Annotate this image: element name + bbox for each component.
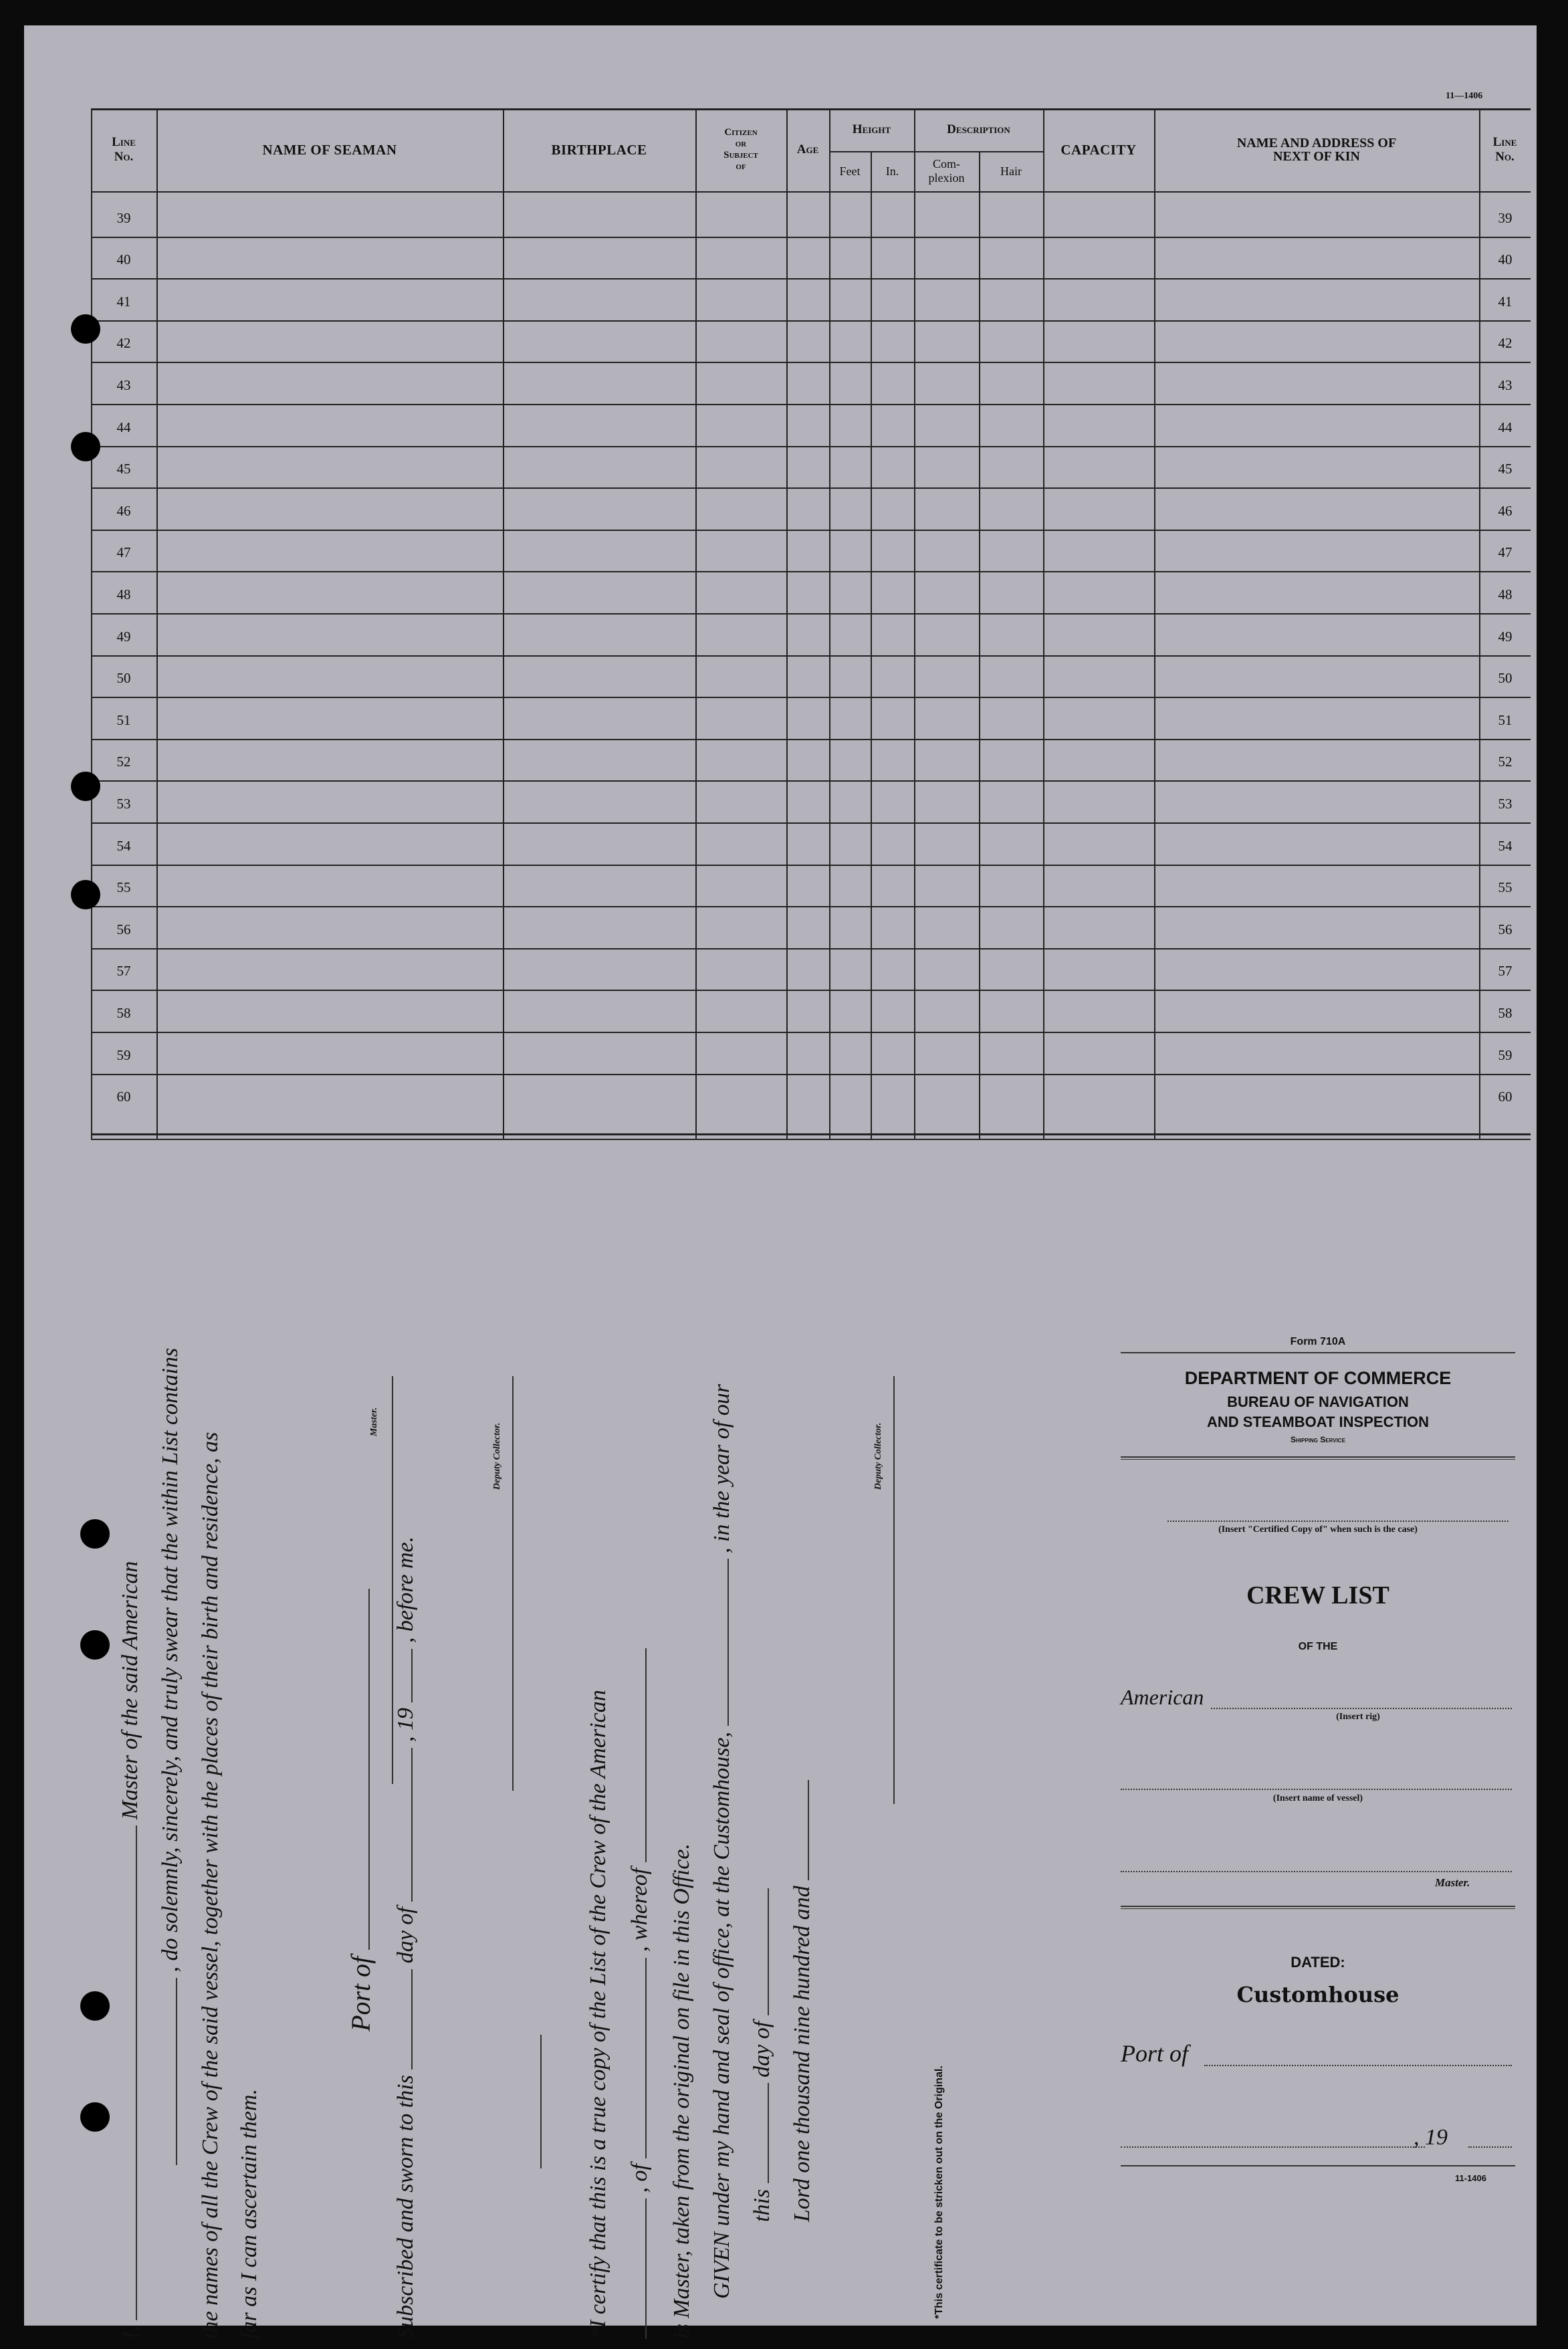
line-number-right: 39 xyxy=(1498,209,1513,226)
line-number-left: 44 xyxy=(116,419,131,435)
line-number-left: 59 xyxy=(116,1046,131,1063)
col-rule-birthplace xyxy=(503,108,504,1139)
lord-year-field[interactable] xyxy=(792,1780,809,1880)
this-day-field[interactable] xyxy=(752,2083,769,2183)
line-number-right: 59 xyxy=(1498,1046,1513,1063)
line-number-left: 49 xyxy=(116,628,131,645)
line-number-left: 40 xyxy=(116,251,131,268)
row-rule xyxy=(91,278,1531,279)
row-rule xyxy=(91,655,1531,657)
row-rule xyxy=(91,780,1531,782)
line-number-right: 60 xyxy=(1498,1089,1513,1105)
certify-whereof: , whereof xyxy=(627,1868,652,1952)
line-number-left: 51 xyxy=(116,711,131,728)
panel-rule-5 xyxy=(1121,1908,1515,1909)
of-the: OF THE xyxy=(1298,1641,1338,1652)
line-number-left: 60 xyxy=(116,1089,131,1105)
back-panel xyxy=(1121,1336,1515,2192)
line-number-right: 53 xyxy=(1498,796,1513,812)
oath-line-3: the names of all the Crew of the said vessel, together with the places of their birth and residence, as xyxy=(198,1432,223,2339)
oath-block xyxy=(104,1347,1054,2346)
department-title: DEPARTMENT OF COMMERCE xyxy=(1184,1368,1452,1388)
subscribed-day-of: day of xyxy=(393,1907,418,1964)
header-citizen xyxy=(695,108,786,191)
col-rule-age xyxy=(786,108,788,1139)
panel-port-of-field[interactable] xyxy=(1204,2065,1512,2066)
line-number-right: 52 xyxy=(1498,754,1513,770)
line-number-left: 57 xyxy=(116,963,131,980)
master-taken-line: is Master, taken from the original on file in this Office. xyxy=(669,1843,694,2339)
line-number-left: 54 xyxy=(116,837,131,854)
line-number-left: 46 xyxy=(116,502,131,519)
separator-line xyxy=(540,2035,542,2168)
col-rule-line xyxy=(91,108,92,1139)
given-line xyxy=(709,1384,735,2299)
line-number-right: 48 xyxy=(1498,586,1513,602)
line-number-left: 43 xyxy=(116,377,131,393)
vessel-name-panel-field[interactable] xyxy=(1121,1789,1512,1790)
line-number-right: 54 xyxy=(1498,837,1513,854)
this-day-line xyxy=(750,1888,775,2222)
footnote: *This certificate to be stricken out on the Original. xyxy=(933,2065,945,2319)
header-birthplace: BIRTHPLACE xyxy=(551,141,647,158)
header-description: Description xyxy=(947,122,1010,137)
line-number-right: 50 xyxy=(1498,670,1513,687)
line-number-right: 43 xyxy=(1498,377,1513,393)
header-next-of-kin-2: NEXT OF KIN xyxy=(1272,149,1361,164)
punch-hole xyxy=(71,772,100,801)
row-rule xyxy=(91,865,1531,866)
line-number-left: 39 xyxy=(116,209,131,226)
header-line-no-right-2: No. xyxy=(1495,150,1515,164)
panel-year-field[interactable] xyxy=(1468,2146,1512,2148)
punch-hole xyxy=(71,432,100,461)
lord-text: Lord one thousand nine hundred and xyxy=(790,1886,814,2222)
punch-hole xyxy=(80,1991,110,2021)
shipping-service: Shipping Service xyxy=(1291,1435,1345,1444)
row-rule xyxy=(91,906,1531,907)
given-year: , in the year of our xyxy=(709,1383,734,1553)
line-number-right: 57 xyxy=(1498,963,1513,980)
panel-date-field[interactable] xyxy=(1121,2146,1425,2148)
insert-rig: (Insert rig) xyxy=(1336,1712,1380,1722)
header-inches: In. xyxy=(885,164,899,178)
row-rule xyxy=(91,948,1531,949)
insert-certified-copy: (Insert "Certified Copy of" when such is the case) xyxy=(1218,1525,1418,1535)
header-age: Age xyxy=(796,142,819,157)
line-number-right: 56 xyxy=(1498,921,1513,937)
line-number-right: 40 xyxy=(1498,251,1513,268)
line-number-right: 41 xyxy=(1498,293,1513,310)
line-number-right: 42 xyxy=(1498,335,1513,352)
line-number-right: 51 xyxy=(1498,711,1513,728)
bureau-line-1: BUREAU OF NAVIGATION xyxy=(1227,1393,1409,1410)
crew-table xyxy=(91,108,1531,1139)
subscribed-month-field[interactable] xyxy=(395,1748,413,1902)
certify-port-field[interactable] xyxy=(629,1958,647,2158)
subscribed-end: , before me. xyxy=(393,1536,418,1644)
oath-swear-text: , do solemnly, sincerely, and truly swear that the within List contains xyxy=(158,1347,183,1973)
subscribed-year: , 19 xyxy=(393,1708,418,1743)
form-number-top: 11—1406 xyxy=(1446,91,1483,101)
form-sheet xyxy=(24,25,1537,2339)
row-rule xyxy=(91,487,1531,489)
port-of-line xyxy=(345,1589,376,2031)
deputy-collector-2-label: Deputy Collector. xyxy=(873,1422,883,1490)
header-line-no-2: No. xyxy=(114,150,134,164)
bureau-line-2: AND STEAMBOAT INSPECTION xyxy=(1206,1414,1430,1430)
panel-port-of-label: Port of xyxy=(1121,2040,1189,2067)
line-number-left: 48 xyxy=(116,586,131,602)
line-number-right: 58 xyxy=(1498,1005,1513,1021)
header-complexion-1: Com- xyxy=(932,157,960,171)
punch-hole xyxy=(80,2102,110,2132)
header-citizen-1: Citizen xyxy=(724,126,758,138)
row-rule xyxy=(91,237,1531,238)
punch-hole xyxy=(80,1519,110,1549)
punch-hole xyxy=(71,314,100,344)
certify-master-field[interactable] xyxy=(629,1648,647,1862)
panel-rule-4 xyxy=(1121,1906,1515,1907)
col-rule-kin xyxy=(1154,108,1155,1139)
panel-rule-2 xyxy=(1121,1456,1515,1458)
american-label: American xyxy=(1121,1685,1204,1709)
port-of-field[interactable] xyxy=(352,1589,370,1950)
col-rule-citizen xyxy=(695,108,697,1139)
line-number-right: 55 xyxy=(1498,879,1513,896)
header-citizen-2: or xyxy=(735,138,747,149)
panel-rule-1 xyxy=(1121,1352,1515,1353)
line-number-left: 52 xyxy=(116,754,131,770)
punch-hole xyxy=(80,1630,110,1660)
customhouse-label: Customhouse xyxy=(1236,1982,1399,2007)
punch-hole xyxy=(71,880,100,909)
row-rule xyxy=(91,822,1531,824)
row-rule xyxy=(91,990,1531,991)
day-of-field[interactable] xyxy=(752,1888,769,2015)
header-citizen-3: Subject xyxy=(723,150,758,160)
panel-rule-3 xyxy=(1121,1459,1515,1460)
line-number-left: 41 xyxy=(116,293,131,310)
header-line-no-1: Line xyxy=(112,135,136,150)
subscribed-text: Subscribed and sworn to this xyxy=(393,2075,418,2339)
row-rule xyxy=(91,362,1531,363)
day-of-label: day of xyxy=(750,2021,774,2078)
header-line-no xyxy=(91,108,156,191)
oath-line-1 xyxy=(118,1561,143,2339)
certified-copy-field[interactable] xyxy=(1167,1521,1508,1522)
insert-vessel-name: (Insert name of vessel) xyxy=(1272,1793,1363,1803)
master-panel-field[interactable] xyxy=(1121,1871,1512,1872)
line-number-left: 42 xyxy=(116,335,131,352)
master-name-field[interactable] xyxy=(120,1825,137,2320)
certify-line: *I certify that this is a true copy of the List of the Crew of the American xyxy=(586,1690,610,2339)
panel-year-prefix: , 19 xyxy=(1414,2125,1448,2150)
line-number-right: 44 xyxy=(1498,419,1513,435)
header-complexion-2: plexion xyxy=(928,171,965,185)
col-rule-capacity xyxy=(1043,108,1044,1139)
form-710a: Form 710A xyxy=(1290,1336,1346,1347)
port-of-label: Port of xyxy=(346,1956,376,2031)
line-number-left: 47 xyxy=(116,544,131,561)
line-number-left: 55 xyxy=(116,879,131,896)
table-bottom-rule xyxy=(91,1133,1531,1135)
line-number-right: 47 xyxy=(1498,544,1513,561)
header-next-of-kin-1: NAME AND ADDRESS OF xyxy=(1236,136,1397,150)
table-bottom-rule-2 xyxy=(91,1139,1531,1140)
col-rule-feet xyxy=(829,108,830,1139)
master-panel-label: Master. xyxy=(1435,1876,1470,1889)
certify-of: , of xyxy=(627,2164,652,2193)
oath-i: I, xyxy=(118,2326,142,2339)
col-rule-complexion xyxy=(914,108,915,1139)
header-hair: Hair xyxy=(1000,164,1022,178)
row-rule xyxy=(91,571,1531,572)
line-number-left: 58 xyxy=(116,1005,131,1021)
oath-master-of: Master of the said American xyxy=(118,1561,142,1820)
line-number-left: 56 xyxy=(116,921,131,937)
this-label: this xyxy=(750,2189,774,2222)
dated-label: DATED: xyxy=(1291,1954,1345,1971)
header-height: Height xyxy=(852,122,891,137)
line-number-left: 45 xyxy=(116,461,131,477)
row-rule xyxy=(91,1074,1531,1075)
row-rule xyxy=(91,613,1531,614)
line-number-left: 53 xyxy=(116,796,131,812)
header-next-of-kin xyxy=(1154,108,1479,191)
subscribed-year-field[interactable] xyxy=(395,1649,413,1702)
header-capacity: CAPACITY xyxy=(1060,141,1137,158)
deputy-collector-1-label: Deputy Collector. xyxy=(492,1422,502,1490)
row-rule xyxy=(91,320,1531,322)
line-number-right: 45 xyxy=(1498,461,1513,477)
row-rule xyxy=(91,697,1531,698)
row-rule xyxy=(91,404,1531,405)
header-complexion xyxy=(914,151,979,191)
certify-of-line xyxy=(627,1648,653,2339)
deputy-collector-1-line[interactable] xyxy=(512,1376,514,1791)
header-citizen-4: of xyxy=(736,161,746,173)
header-line-no-right-1: Line xyxy=(1492,135,1517,150)
row-rule xyxy=(91,530,1531,531)
given-text: GIVEN under my hand and seal of office, at the Customhouse, xyxy=(709,1731,734,2299)
subscribed-day-field[interactable] xyxy=(395,1969,413,2070)
row-rule xyxy=(91,739,1531,740)
header-line-no-right xyxy=(1479,108,1531,191)
oath-line-2 xyxy=(158,1348,183,2165)
line-number-left: 50 xyxy=(116,670,131,687)
given-customhouse-field[interactable] xyxy=(711,1559,729,1726)
master-label: Master. xyxy=(369,1407,379,1436)
subscribed-line xyxy=(393,1537,419,2339)
line-number-right: 46 xyxy=(1498,502,1513,519)
panel-rule-6 xyxy=(1121,2165,1515,2166)
form-number-bottom: 11-1406 xyxy=(1455,2173,1486,2183)
table-header-rule xyxy=(91,191,1531,193)
vessel-name-field[interactable] xyxy=(160,1978,177,2165)
row-rule xyxy=(91,1032,1531,1033)
rig-field[interactable] xyxy=(1211,1708,1512,1709)
header-name-of-seaman: NAME OF SEAMAN xyxy=(262,141,397,158)
col-rule-name xyxy=(156,108,158,1139)
crew-list-title: CREW LIST xyxy=(1246,1581,1389,1609)
row-rule xyxy=(91,446,1531,447)
lord-line xyxy=(790,1780,815,2222)
header-feet: Feet xyxy=(839,164,861,178)
line-number-right: 49 xyxy=(1498,628,1513,645)
oath-line-4: far as I can ascertain them. xyxy=(237,2089,261,2339)
certify-vessel-field[interactable] xyxy=(629,2199,647,2339)
deputy-collector-2-line[interactable] xyxy=(893,1376,895,1804)
